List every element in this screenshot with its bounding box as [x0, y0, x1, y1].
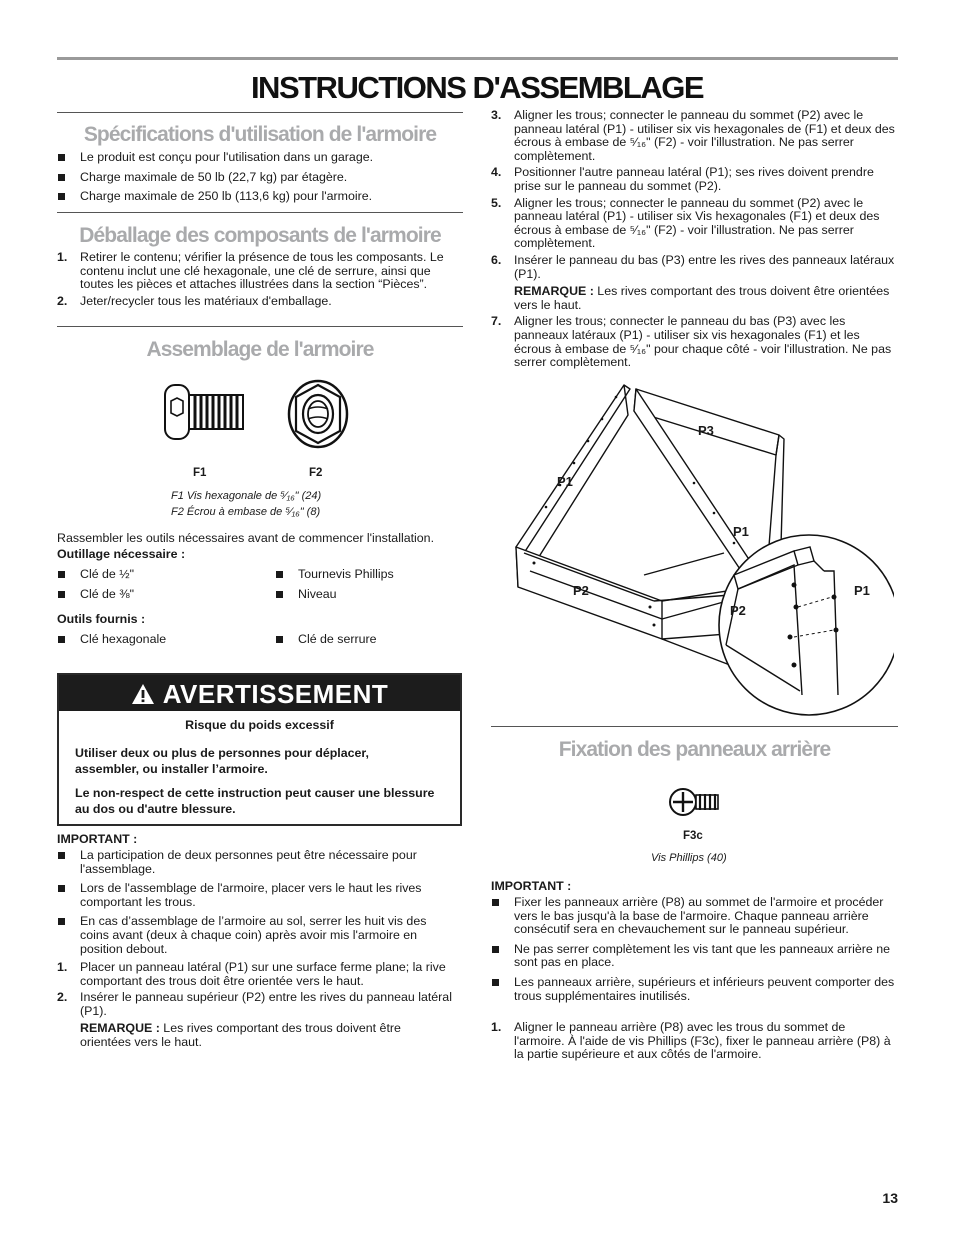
step-text: Positionner l'autre panneau latéral (P1); ses rives doivent prendre prise sur le panneau du sommet (P2).: [514, 165, 874, 193]
note-label: REMARQUE :: [80, 1021, 160, 1036]
label-p1-detail: P1: [854, 583, 870, 598]
warning-line-1: Utiliser deux ou plus de personnes pour déplacer, assembler, ou installer l’armoire.: [75, 746, 370, 776]
caption-f1: F1 Vis hexagonale de ⁵⁄₁₆" (24): [171, 490, 322, 502]
list-item: [491, 254, 898, 312]
section-divider: [491, 726, 898, 727]
important-label: IMPORTANT :: [57, 832, 138, 846]
warning-header: [59, 675, 460, 711]
tools-supplied-list-b: [275, 633, 465, 647]
back-important-list: [491, 896, 898, 1003]
f1-label: F1: [193, 467, 207, 479]
top-rule: [57, 57, 898, 60]
step-note: [514, 285, 898, 312]
label-p3: P3: [698, 423, 714, 438]
list-item: [57, 961, 452, 988]
warning-triangle-icon: [131, 683, 155, 705]
f2-label: F2: [309, 467, 323, 479]
list-item: Ne pas serrer complètement les vis tant que les panneaux arrière ne sont pas en place.: [491, 943, 898, 970]
step-number: 7.: [491, 314, 502, 329]
step-text: Insérer le panneau du bas (P3) entre les rives des panneaux latéraux (P1).: [514, 252, 895, 281]
list-item: [491, 197, 898, 251]
label-p1-left: P1: [557, 474, 573, 489]
list-item: Clé de ½": [57, 568, 257, 582]
step-number: 1.: [491, 1020, 502, 1034]
back-steps: [491, 1021, 898, 1062]
list-item: [57, 251, 457, 292]
page-number: 13: [882, 1190, 898, 1206]
list-item: Charge maximale de 250 lb (113,6 kg) pour l'armoire.: [57, 190, 463, 204]
step-text: Aligner les trous; connecter le panneau du sommet (P2) avec le panneau latéral (P1) - utiliser six vis hexagonales de (F1) et deux des écrous à embase de ⁵⁄₁₆" (F2) - voir l'illustration. Ne pas serrer complètement.: [514, 108, 895, 163]
label-p2-detail: P2: [730, 603, 746, 618]
unpack-steps: [57, 251, 457, 308]
heading-assembly: Assemblage de l'armoire: [146, 338, 374, 361]
step-number: 3.: [491, 108, 502, 122]
list-item: [57, 295, 457, 309]
step-number: 4.: [491, 165, 502, 180]
step-number: 2.: [57, 990, 68, 1005]
list-item: Charge maximale de 50 lb (22,7 kg) par étagère.: [57, 171, 463, 185]
caption-f3c: Vis Phillips (40): [651, 852, 727, 864]
list-item: Niveau: [275, 588, 465, 602]
step-number: 5.: [491, 195, 502, 210]
warning-title: AVERTISSEMENT: [162, 679, 389, 709]
page-title: INSTRUCTIONS D'ASSEMBLAGE: [250, 70, 704, 105]
list-item: La participation de deux personnes peut être nécessaire pour l'assemblage.: [57, 849, 452, 876]
step-text: Aligner les trous; connecter le panneau du sommet (P2) avec le panneau latéral (P1) - utiliser six Vis hexagonales (F1) et deux des écrous à embase de ⁵⁄₁₆" (F2) - voir l'illustration. Ne pas serrer complètement.: [514, 195, 880, 251]
step-number: 2.: [57, 293, 68, 308]
cabinet-assembly-diagram: [494, 375, 894, 720]
step-text: Retirer le contenu; vérifier la présence de tous les composants. Le contenu inclut une clé hexagonale, une clé de serrure, ainsi que toutes les pièces et attaches illustrées dans la section “Pièces”.: [80, 250, 444, 292]
warning-box: [57, 673, 462, 826]
list-item: Les panneaux arrière, supérieurs et inférieurs peuvent comporter des trous supplémentaires inutilisés.: [491, 976, 898, 1003]
list-item: [491, 166, 898, 193]
step-text: Jeter/recycler tous les matériaux d'emballage.: [80, 293, 332, 308]
important-list: [57, 849, 452, 956]
step-text: Insérer le panneau supérieur (P2) entre les rives du panneau latéral (P1).: [80, 990, 452, 1018]
tools-supplied-label: Outils fournis :: [57, 612, 146, 626]
assembly-steps-right: [491, 109, 898, 370]
assembly-intro: Rassembler les outils nécessaires avant de commencer l'installation.: [57, 531, 435, 545]
list-item: Lors de l'assemblage de l'armoire, placer vers le haut les rives comportant les trous.: [57, 882, 452, 909]
warning-line-2: Le non-respect de cette instruction peut causer une blessure au dos ou d'autre blessure.: [75, 786, 435, 816]
section-divider: [57, 326, 463, 327]
note-text: Les rives comportant des trous doivent être orientées vers le haut.: [80, 1021, 401, 1049]
section-divider: [57, 212, 463, 213]
step-number: 6.: [491, 252, 502, 267]
caption-f2: F2 Écrou à embase de ⁵⁄₁₆" (8): [171, 506, 321, 518]
label-p2-front: P2: [573, 583, 589, 598]
flange-nut-illustration: [285, 379, 351, 449]
spec-list: [57, 151, 463, 204]
list-item: [491, 1021, 898, 1062]
f3c-label: F3c: [683, 830, 703, 842]
note-text: Les rives comportant des trous doivent être orientées vers le haut.: [514, 284, 890, 312]
step-number: 1.: [57, 250, 68, 264]
step-text: Aligner le panneau arrière (P8) avec les trous du sommet de l'armoire. À l'aide de vis Phillips (F3c), fixer le panneau arrière (P8) à la partie supérieure et aux côtés de l'armoire.: [514, 1020, 891, 1062]
list-item: Clé de ⅜": [57, 588, 257, 602]
section-divider: [57, 112, 463, 113]
tools-needed-list-a: [57, 568, 257, 601]
list-item: Tournevis Phillips: [275, 568, 465, 582]
list-item: Clé de serrure: [275, 633, 465, 647]
label-p1-right: P1: [733, 524, 749, 539]
phillips-screw-illustration: [668, 785, 720, 819]
heading-unpacking: Déballage des composants de l'armoire: [79, 224, 441, 247]
list-item: Clé hexagonale: [57, 633, 257, 647]
tools-needed-label: Outillage nécessaire :: [57, 547, 186, 561]
heading-specifications: Spécifications d'utilisation de l'armoire: [83, 123, 437, 146]
list-item: [491, 315, 898, 369]
step-text: Placer un panneau latéral (P1) sur une surface ferme plane; la rive comportant des trous doit être orientée vers le haut.: [80, 960, 446, 988]
list-item: [491, 109, 898, 163]
list-item: Fixer les panneaux arrière (P8) au sommet de l'armoire et procéder vers le bas jusqu'à la base de l'armoire. Chaque panneau arrière consécutif sera en chevauchement sur le panneau supérieur.: [491, 896, 898, 937]
hex-bolt-illustration: [163, 381, 247, 443]
list-item: Le produit est conçu pour l'utilisation dans un garage.: [57, 151, 463, 165]
step-number: 1.: [57, 960, 68, 974]
note-label: REMARQUE :: [514, 284, 594, 299]
tools-supplied-list-a: [57, 633, 257, 647]
step-note: [80, 1022, 452, 1049]
heading-back-panels: Fixation des panneaux arrière: [558, 738, 831, 761]
list-item: [57, 991, 452, 1049]
important-label-back: IMPORTANT :: [491, 879, 572, 893]
warning-subtitle: Risque du poids excessif: [185, 718, 334, 732]
list-item: En cas d’assemblage de l’armoire au sol, serrer les huit vis des coins avant (deux à chaque coin) après avoir mis l'armoire en position debout.: [57, 915, 452, 956]
assembly-steps-left: [57, 961, 452, 1050]
step-text: Aligner les trous; connecter le panneau du bas (P3) avec les panneaux latéraux (P1) - utiliser six vis hexagonales (F1) et les écrous à embase de ⁵⁄₁₆" pour chaque côté - voir l'illustration. Ne pas serrer complètement.: [514, 314, 892, 370]
tools-needed-list-b: [275, 568, 465, 601]
